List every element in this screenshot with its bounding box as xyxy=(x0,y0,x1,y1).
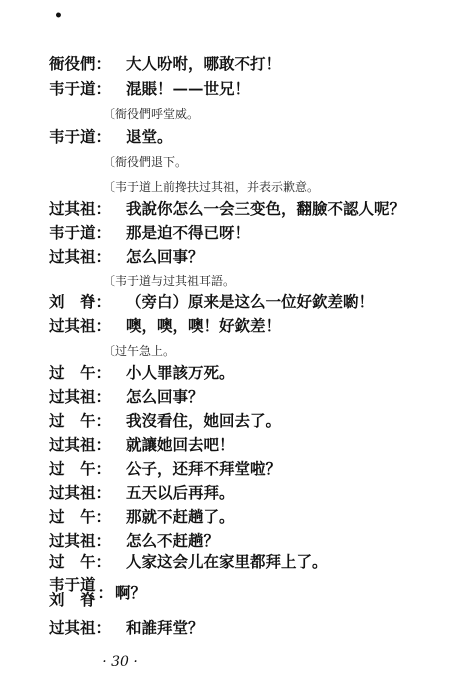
dialogue-line xyxy=(49,552,328,572)
speaker-name: 过 午： xyxy=(49,552,112,571)
speech-text: 那是迫不得已呀！ xyxy=(126,223,251,242)
speaker-name: 韦于道： xyxy=(49,127,112,146)
joint-dialogue-line xyxy=(49,577,146,607)
speech-text: 混賬！——世兄！ xyxy=(126,79,251,98)
speech-text: 怎么回事？ xyxy=(126,247,204,266)
speech-text: 怎么回事？ xyxy=(126,387,204,406)
dialogue-line xyxy=(49,387,204,407)
speech-text: 小人罪該万死。 xyxy=(126,363,235,382)
dialogue-line xyxy=(49,292,374,312)
joint-colon: ： xyxy=(97,583,114,602)
speech-text: 我說你怎么一会三变色，翻臉不認人呢？ xyxy=(126,199,406,218)
speech-text: 和誰拜堂？ xyxy=(126,618,204,637)
speaker-name: 刘 脊： xyxy=(49,292,112,311)
dialogue-line xyxy=(49,435,235,455)
speaker-name: 衙役們： xyxy=(49,54,112,73)
speech-text: 五天以后再拜。 xyxy=(126,483,235,502)
stage-direction: 〔韦于道与过其祖耳語。 xyxy=(103,274,236,288)
speech-text: 退堂。 xyxy=(126,127,173,146)
speaker-name: 过 午： xyxy=(49,363,112,382)
speaker-name: 过其祖： xyxy=(49,531,112,550)
speaker-name: 过 午： xyxy=(49,411,112,430)
speaker-name: 韦于道： xyxy=(49,223,112,242)
speaker-name: 过其祖： xyxy=(49,199,112,218)
dialogue-line xyxy=(49,316,281,336)
speaker-name: 过其祖： xyxy=(49,435,112,454)
joint-speaker-2: 刘 脊 xyxy=(49,590,96,609)
dialogue-line xyxy=(49,199,405,219)
dialogue-line xyxy=(49,79,250,99)
dialogue-line xyxy=(49,363,235,383)
page-number: · 30 · xyxy=(102,654,138,670)
dialogue-line xyxy=(49,531,219,551)
stage-direction: 〔衙役們呼堂威。 xyxy=(103,107,200,121)
speaker-name: 过其祖： xyxy=(49,483,112,502)
dialogue-line xyxy=(49,247,204,267)
dialogue-line xyxy=(49,223,250,243)
joint-speech: 啊？ xyxy=(115,583,147,602)
dialogue-line xyxy=(49,483,235,503)
speaker-name: 韦于道： xyxy=(49,79,112,98)
speech-text: 那就不赶趟了。 xyxy=(126,507,235,526)
speech-text: 公子，还拜不拜堂啦？ xyxy=(126,459,282,478)
speaker-name: 过 午： xyxy=(49,507,112,526)
stage-direction: 〔韦于道上前搀扶过其祖，并表示歉意。 xyxy=(103,180,320,194)
stage-direction: 〔衙役們退下。 xyxy=(103,155,188,169)
speech-text: 人家这会儿在家里都拜上了。 xyxy=(126,552,328,571)
speech-text: 我沒看住，她回去了。 xyxy=(126,411,282,430)
dialogue-line xyxy=(49,411,281,431)
speech-text: （旁白）原来是这么一位好欽差喲！ xyxy=(126,292,375,311)
speech-text: 大人吩咐，哪敢不打！ xyxy=(126,54,282,73)
speaker-name: 过其祖： xyxy=(49,247,112,266)
top-mark: • xyxy=(54,8,63,24)
dialogue-line xyxy=(49,54,281,74)
speech-text: 怎么不赶趟？ xyxy=(126,531,220,550)
speaker-name: 过 午： xyxy=(49,459,112,478)
dialogue-line-last xyxy=(49,618,204,638)
dialogue-line xyxy=(49,507,235,527)
stage-direction: 〔过午急上。 xyxy=(103,344,176,358)
dialogue-line xyxy=(49,127,173,147)
joint-speaker-1: 韦于道 xyxy=(49,575,96,594)
speaker-name: 过其祖： xyxy=(49,316,112,335)
speaker-name: 过其祖： xyxy=(49,387,112,406)
joint-speakers xyxy=(49,577,96,607)
speech-text: 就讓她回去吧！ xyxy=(126,435,235,454)
dialogue-line xyxy=(49,459,281,479)
speech-text: 噢，噢，噢！好欽差！ xyxy=(126,316,282,335)
speaker-name: 过其祖： xyxy=(49,618,112,637)
